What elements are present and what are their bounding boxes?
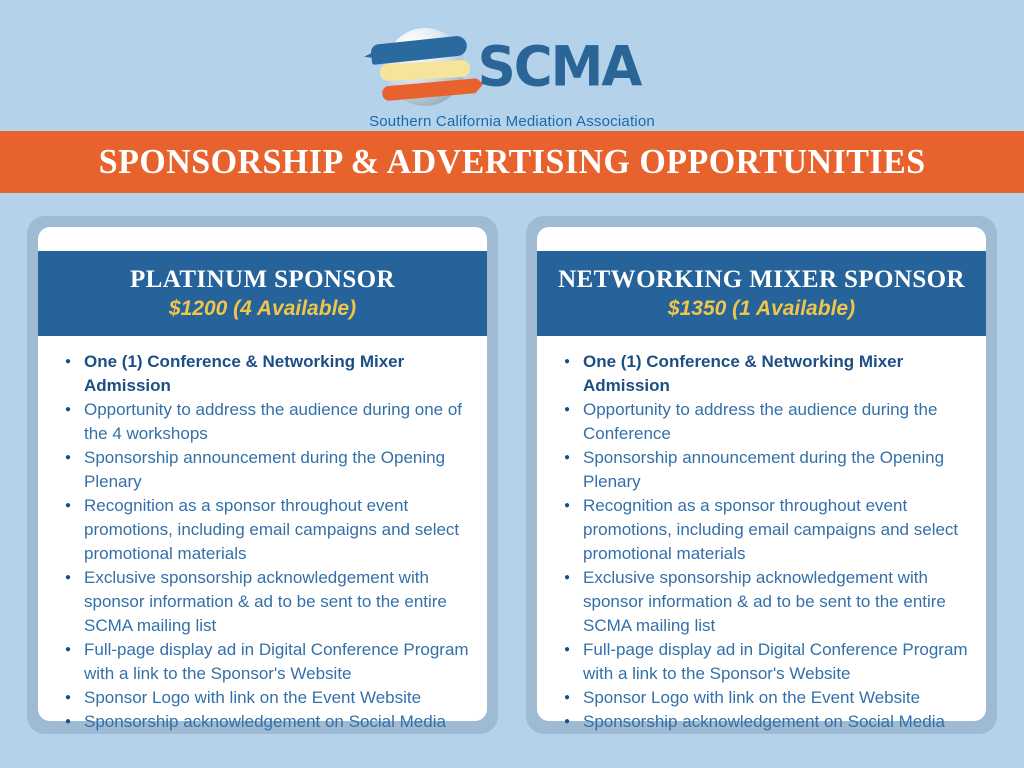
benefit-item: ● Sponsorship acknowledgement on Social Media [561, 710, 972, 734]
benefit-item: ● Sponsor Logo with link on the Event Website [62, 686, 473, 710]
logo-wordmark: SCMA [477, 35, 641, 99]
card-header-band [537, 251, 986, 336]
benefit-item: ● One (1) Conference & Networking Mixer Admission [561, 350, 972, 398]
networking-mixer-sponsor-card [526, 216, 997, 734]
card-title: PLATINUM SPONSOR [130, 266, 395, 293]
benefit-item: ● Full-page display ad in Digital Conference Program with a link to the Sponsor's Website [62, 638, 473, 686]
benefit-item: ● One (1) Conference & Networking Mixer Admission [62, 350, 473, 398]
benefit-item: ● Sponsorship acknowledgement on Social Media [62, 710, 473, 734]
card-inner [537, 227, 986, 731]
benefit-item: ● Sponsorship announcement during the Opening Plenary [561, 446, 972, 494]
card-price: $1200 (4 Available) [168, 297, 357, 320]
benefit-list [38, 336, 487, 734]
logo-row [384, 26, 641, 108]
benefit-item: ● Exclusive sponsorship acknowledgement with sponsor information & ad to be sent to the entire SCMA mailing list [62, 566, 473, 638]
benefit-item: ● Sponsorship announcement during the Opening Plenary [62, 446, 473, 494]
benefit-item: ● Full-page display ad in Digital Conference Program with a link to the Sponsor's Website [561, 638, 972, 686]
scma-logo [0, 0, 1024, 131]
benefit-item: ● Opportunity to address the audience during the Conference [561, 398, 972, 446]
logo-tagline: Southern California Mediation Association [369, 113, 655, 130]
benefit-item: ● Sponsor Logo with link on the Event Website [561, 686, 972, 710]
benefit-list [537, 336, 986, 734]
platinum-sponsor-card [27, 216, 498, 734]
card-inner [38, 227, 487, 731]
title-banner [0, 131, 1024, 193]
benefit-item: ● Exclusive sponsorship acknowledgement with sponsor information & ad to be sent to the entire SCMA mailing list [561, 566, 972, 638]
benefit-item: ● Opportunity to address the audience during one of the 4 workshops [62, 398, 473, 446]
card-header-band [38, 251, 487, 336]
benefit-item: ● Recognition as a sponsor throughout event promotions, including email campaigns and select promotional materials [561, 494, 972, 566]
banner-title: SPONSORSHIP & ADVERTISING OPPORTUNITIES [98, 142, 926, 181]
card-price: $1350 (1 Available) [667, 297, 856, 320]
card-title: NETWORKING MIXER SPONSOR [558, 266, 965, 293]
scma-globe-icon [384, 26, 466, 108]
sponsor-cards [0, 216, 1024, 734]
benefit-item: ● Recognition as a sponsor throughout event promotions, including email campaigns and select promotional materials [62, 494, 473, 566]
